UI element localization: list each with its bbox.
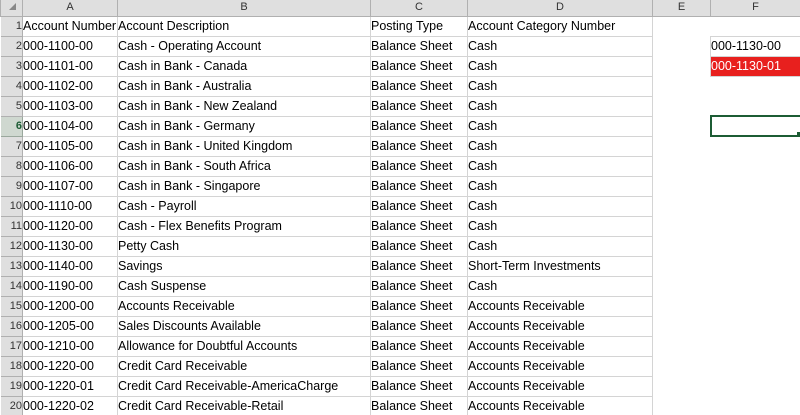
table-row[interactable]	[1, 296, 800, 316]
cell-b20[interactable]: Credit Card Receivable-Retail	[118, 396, 371, 415]
cell-d3[interactable]: Cash	[468, 56, 653, 76]
cell-d5[interactable]: Cash	[468, 96, 653, 116]
cell-e2[interactable]	[653, 36, 711, 56]
cell-e6[interactable]	[653, 116, 711, 136]
cell-a8[interactable]: 000-1106-00	[23, 156, 118, 176]
cell-e18[interactable]	[653, 356, 711, 376]
cell-b15[interactable]: Accounts Receivable	[118, 296, 371, 316]
cell-e1[interactable]	[653, 16, 711, 36]
active-cell-f6[interactable]	[711, 116, 800, 136]
table-row[interactable]	[1, 376, 800, 396]
cell-c9[interactable]: Balance Sheet	[371, 176, 468, 196]
cell-b9[interactable]: Cash in Bank - Singapore	[118, 176, 371, 196]
cell-f4[interactable]	[711, 76, 800, 96]
cell-a12[interactable]: 000-1130-00	[23, 236, 118, 256]
column-header-row	[1, 0, 800, 16]
cell-f14[interactable]	[711, 276, 800, 296]
cell-a9[interactable]: 000-1107-00	[23, 176, 118, 196]
cell-b4[interactable]: Cash in Bank - Australia	[118, 76, 371, 96]
cell-d1[interactable]: Account Category Number	[468, 16, 653, 36]
cell-a20[interactable]: 000-1220-02	[23, 396, 118, 415]
cell-d6[interactable]: Cash	[468, 116, 653, 136]
cell-e16[interactable]	[653, 316, 711, 336]
table-row[interactable]	[1, 236, 800, 256]
cell-d9[interactable]: Cash	[468, 176, 653, 196]
row-header[interactable]: 11	[1, 216, 23, 236]
table-row[interactable]	[1, 56, 800, 76]
cell-a7[interactable]: 000-1105-00	[23, 136, 118, 156]
cell-a11[interactable]: 000-1120-00	[23, 216, 118, 236]
table-row[interactable]	[1, 356, 800, 376]
cell-c17[interactable]: Balance Sheet	[371, 336, 468, 356]
cell-c13[interactable]: Balance Sheet	[371, 256, 468, 276]
table-row[interactable]	[1, 136, 800, 156]
cell-e10[interactable]	[653, 196, 711, 216]
cell-c15[interactable]: Balance Sheet	[371, 296, 468, 316]
column-header-b[interactable]: B	[118, 0, 371, 16]
cell-b10[interactable]: Cash - Payroll	[118, 196, 371, 216]
cell-f16[interactable]	[711, 316, 800, 336]
cell-c11[interactable]: Balance Sheet	[371, 216, 468, 236]
cell-b7[interactable]: Cash in Bank - United Kingdom	[118, 136, 371, 156]
cell-a15[interactable]: 000-1200-00	[23, 296, 118, 316]
cell-d18[interactable]: Accounts Receivable	[468, 356, 653, 376]
row-header[interactable]: 8	[1, 156, 23, 176]
cell-e8[interactable]	[653, 156, 711, 176]
row-header[interactable]: 2	[1, 36, 23, 56]
sheet-body	[1, 16, 800, 415]
table-row[interactable]	[1, 116, 800, 136]
cell-c3[interactable]: Balance Sheet	[371, 56, 468, 76]
cell-d17[interactable]: Accounts Receivable	[468, 336, 653, 356]
cell-c6[interactable]: Balance Sheet	[371, 116, 468, 136]
cell-c8[interactable]: Balance Sheet	[371, 156, 468, 176]
cell-e4[interactable]	[653, 76, 711, 96]
cell-a14[interactable]: 000-1190-00	[23, 276, 118, 296]
cell-f3-highlighted[interactable]: 000-1130-01	[711, 56, 800, 76]
column-header-f[interactable]: F	[711, 0, 800, 16]
cell-f15[interactable]	[711, 296, 800, 316]
cell-c20[interactable]: Balance Sheet	[371, 396, 468, 415]
table-row[interactable]	[1, 216, 800, 236]
row-header[interactable]: 14	[1, 276, 23, 296]
cell-b12[interactable]: Petty Cash	[118, 236, 371, 256]
cell-d13[interactable]: Short-Term Investments	[468, 256, 653, 276]
cell-b19[interactable]: Credit Card Receivable-AmericaCharge	[118, 376, 371, 396]
column-header-e[interactable]: E	[653, 0, 711, 16]
cell-f13[interactable]	[711, 256, 800, 276]
cell-c10[interactable]: Balance Sheet	[371, 196, 468, 216]
cell-b2[interactable]: Cash - Operating Account	[118, 36, 371, 56]
table-row[interactable]	[1, 176, 800, 196]
cell-e17[interactable]	[653, 336, 711, 356]
cell-d19[interactable]: Accounts Receivable	[468, 376, 653, 396]
cell-c1[interactable]: Posting Type	[371, 16, 468, 36]
row-header-selected[interactable]: 6	[1, 116, 23, 136]
row-header[interactable]: 4	[1, 76, 23, 96]
cell-d12[interactable]: Cash	[468, 236, 653, 256]
cell-f10[interactable]	[711, 196, 800, 216]
table-row[interactable]	[1, 156, 800, 176]
cell-f1[interactable]	[711, 16, 800, 36]
cell-f2[interactable]: 000-1130-00	[711, 36, 800, 56]
cell-d4[interactable]: Cash	[468, 76, 653, 96]
row-header[interactable]: 3	[1, 56, 23, 76]
cell-c12[interactable]: Balance Sheet	[371, 236, 468, 256]
row-header[interactable]: 18	[1, 356, 23, 376]
corner-triangle-icon	[8, 2, 16, 10]
cell-d11[interactable]: Cash	[468, 216, 653, 236]
cell-d16[interactable]: Accounts Receivable	[468, 316, 653, 336]
cell-b14[interactable]: Cash Suspense	[118, 276, 371, 296]
cell-f12[interactable]	[711, 236, 800, 256]
cell-d20[interactable]: Accounts Receivable	[468, 396, 653, 415]
cell-e13[interactable]	[653, 256, 711, 276]
cell-f9[interactable]	[711, 176, 800, 196]
cell-a10[interactable]: 000-1110-00	[23, 196, 118, 216]
cell-d7[interactable]: Cash	[468, 136, 653, 156]
row-header[interactable]: 16	[1, 316, 23, 336]
cell-b18[interactable]: Credit Card Receivable	[118, 356, 371, 376]
cell-e7[interactable]	[653, 136, 711, 156]
cell-f18[interactable]	[711, 356, 800, 376]
cell-e14[interactable]	[653, 276, 711, 296]
cell-c16[interactable]: Balance Sheet	[371, 316, 468, 336]
cell-a4[interactable]: 000-1102-00	[23, 76, 118, 96]
cell-e19[interactable]	[653, 376, 711, 396]
table-row[interactable]	[1, 76, 800, 96]
cell-a19[interactable]: 000-1220-01	[23, 376, 118, 396]
cell-a16[interactable]: 000-1205-00	[23, 316, 118, 336]
cell-c19[interactable]: Balance Sheet	[371, 376, 468, 396]
column-header-c[interactable]: C	[371, 0, 468, 16]
row-header[interactable]: 12	[1, 236, 23, 256]
cell-c7[interactable]: Balance Sheet	[371, 136, 468, 156]
cell-c4[interactable]: Balance Sheet	[371, 76, 468, 96]
cell-c18[interactable]: Balance Sheet	[371, 356, 468, 376]
cell-b16[interactable]: Sales Discounts Available	[118, 316, 371, 336]
column-header-a[interactable]: A	[23, 0, 118, 16]
cell-c14[interactable]: Balance Sheet	[371, 276, 468, 296]
cell-e5[interactable]	[653, 96, 711, 116]
cell-e9[interactable]	[653, 176, 711, 196]
row-header[interactable]: 13	[1, 256, 23, 276]
table-row[interactable]	[1, 256, 800, 276]
cell-b13[interactable]: Savings	[118, 256, 371, 276]
row-header[interactable]: 20	[1, 396, 23, 415]
cell-b3[interactable]: Cash in Bank - Canada	[118, 56, 371, 76]
row-header[interactable]: 17	[1, 336, 23, 356]
cell-f8[interactable]	[711, 156, 800, 176]
cell-d14[interactable]: Cash	[468, 276, 653, 296]
cell-b1[interactable]: Account Description	[118, 16, 371, 36]
cell-f20[interactable]	[711, 396, 800, 415]
table-row[interactable]	[1, 396, 800, 415]
row-header[interactable]: 9	[1, 176, 23, 196]
row-header[interactable]: 7	[1, 136, 23, 156]
table-row[interactable]	[1, 336, 800, 356]
cell-b11[interactable]: Cash - Flex Benefits Program	[118, 216, 371, 236]
cell-d10[interactable]: Cash	[468, 196, 653, 216]
cell-a17[interactable]: 000-1210-00	[23, 336, 118, 356]
cell-b5[interactable]: Cash in Bank - New Zealand	[118, 96, 371, 116]
row-header[interactable]: 10	[1, 196, 23, 216]
cell-e20[interactable]	[653, 396, 711, 415]
column-header-d[interactable]: D	[468, 0, 653, 16]
cell-d2[interactable]: Cash	[468, 36, 653, 56]
table-row[interactable]	[1, 276, 800, 296]
cell-c2[interactable]: Balance Sheet	[371, 36, 468, 56]
cell-f11[interactable]	[711, 216, 800, 236]
table-row[interactable]	[1, 16, 800, 36]
cell-a2[interactable]: 000-1100-00	[23, 36, 118, 56]
row-header[interactable]: 5	[1, 96, 23, 116]
cell-e12[interactable]	[653, 236, 711, 256]
cell-a3[interactable]: 000-1101-00	[23, 56, 118, 76]
cell-f19[interactable]	[711, 376, 800, 396]
cell-a1[interactable]: Account Number	[23, 16, 118, 36]
cell-b17[interactable]: Allowance for Doubtful Accounts	[118, 336, 371, 356]
table-row[interactable]	[1, 316, 800, 336]
row-header[interactable]: 1	[1, 16, 23, 36]
cell-f5[interactable]	[711, 96, 800, 116]
cell-d8[interactable]: Cash	[468, 156, 653, 176]
cell-a18[interactable]: 000-1220-00	[23, 356, 118, 376]
cell-d15[interactable]: Accounts Receivable	[468, 296, 653, 316]
cell-a6[interactable]: 000-1104-00	[23, 116, 118, 136]
table-row[interactable]	[1, 96, 800, 116]
cell-e3[interactable]	[653, 56, 711, 76]
cell-a5[interactable]: 000-1103-00	[23, 96, 118, 116]
select-all-corner[interactable]	[1, 0, 23, 16]
cell-e15[interactable]	[653, 296, 711, 316]
table-row[interactable]	[1, 196, 800, 216]
cell-f7[interactable]	[711, 136, 800, 156]
cell-a13[interactable]: 000-1140-00	[23, 256, 118, 276]
cell-e11[interactable]	[653, 216, 711, 236]
cell-f17[interactable]	[711, 336, 800, 356]
cell-c5[interactable]: Balance Sheet	[371, 96, 468, 116]
row-header[interactable]: 15	[1, 296, 23, 316]
row-header[interactable]: 19	[1, 376, 23, 396]
table-row[interactable]	[1, 36, 800, 56]
cell-b6[interactable]: Cash in Bank - Germany	[118, 116, 371, 136]
cell-b8[interactable]: Cash in Bank - South Africa	[118, 156, 371, 176]
